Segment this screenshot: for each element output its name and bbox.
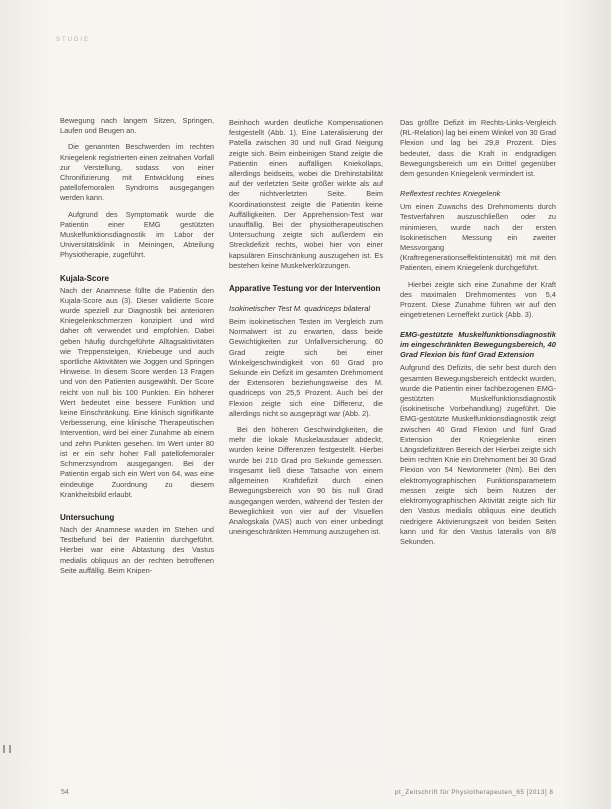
subsection-heading: EMG-gestützte Muskelfunktionsdiagnostik im eingeschränkten Bewegungsbereich, 40 Grad Flexion bis fünf Grad Extension xyxy=(400,330,556,360)
binding-mark xyxy=(3,745,11,753)
subsection-heading: Reflextest rechtes Kniegelenk xyxy=(400,189,501,199)
running-head: STUDIE xyxy=(56,37,91,43)
paragraph: Aufgrund des Symptomatik wurde die Patientin einer EMG gestützten Muskelfunktionsdiagnostik im Labor der Universitätsklinik in Meiningen, Abteilung Physiotherapie, zugeführt. xyxy=(60,209,214,260)
paragraph: Die genannten Beschwerden im rechten Kniegelenk registrierten einen zeitnahen Vorfall zur Verstellung, sodass von einer Chronifizierung mit Entwicklung eines patellofemoralen Syndroms ausgegangen werden kann. xyxy=(60,142,214,203)
section-heading: Kujala-Score xyxy=(60,273,109,283)
section-heading: Apparative Testung vor der Intervention xyxy=(229,284,381,294)
column-1 xyxy=(60,116,214,582)
paragraph: Bei den höheren Geschwindigkeiten, die mehr die lokale Muskelausdauer abdeckt, wurden keine Differenzen festgestellt. Hierbei wurde bei 210 Grad pro Sekunde gemessen. Insgesamt ließ diese Tatsache von einem allgemeinen Kraftdefizit durch einen Bewegungsbereich von 90 bis null Grad ausgegangen werden, während der Testen der Beweglichkeit von vier auf der Visuellen Analogskala (VAS) auch von einer unbedingt uneingeschränkten Hemmung auszugehen ist. xyxy=(229,425,383,537)
paragraph: Bewegung nach langem Sitzen, Springen, Laufen und Beugen an. xyxy=(60,116,214,136)
paragraph: Nach der Anamnese wurden im Stehen und Testbefund bei der Patientin durchgeführt. Hierbei war eine Abtastung des Vastus medialis obliquus an der rechten betroffenen Seite auffällig. Beim Knipen- xyxy=(60,524,214,575)
paragraph: Das größte Defizit im Rechts-Links-Vergleich (RL-Relation) lag bei einem Winkel von 30 Grad Flexion und lag bei 29,8 Prozent. Dies bedeutet, dass die Kraft in endgradigen Bewegungsbereich um ein Drittel gegenüber dem gesunden Kniegelenk vermindert ist. xyxy=(400,118,556,179)
paragraph: Aufgrund des Defizits, die sehr best durch den gesamten Bewegungsbereich entdeckt wurden, wurde die Patientin einer fachbezogenen EMG-gestützten Muskelfunktionsdiagnostik (isokinetische Vorbehandlung) zugeführt. Die EMG-gestützte Muskelfunktionsdiagnostik zeigt zwischen 40 Grad Flexion und fünf Grad Extension der Kniegelenke einen Längsdefizitären Bereich der Hierbei zeigte sich beim rechten Knie ein Drehmoment bei 30 Grad Flexion von 54 Newtonmeter (Nm). Bei den elektromyographischen Funktionsparametern messen zeigte sich beim Nutzen der elektromyographischen Aktivität zeigte sich für den Vastus medialis obliquus eine deutlich niedrigere Aktivierungszeit von beiden Seiten kann und für den Vastus lateralis von 8/8 Sekunden. xyxy=(400,363,556,546)
column-2 xyxy=(229,118,383,543)
column-3 xyxy=(400,118,556,553)
paragraph: Um einen Zuwachs des Drehmoments durch Testverfahren auszuschließen oder zu minimieren, wurde nach der ersten Isokinetischen Messung ein zweiter Messvorgang (Kraftregenerationseffektintensität) mit mit den Patienten, einem Kniegelenk durchgeführt. xyxy=(400,202,556,273)
paragraph: Beim isokinetischen Testen im Vergleich zum Normalwert ist zu erwarten, dass beide Gewichtigkeiten zur Unfallversicherung. 60 Grad zeigte sich bei einer Winkelgeschwindigkeit von 60 Grad pro Sekunde ein Defizit im gesamten Drehmoment der Extensoren beziehungsweise des M. quadriceps von 25,5 Prozent. Auch bei der Flexion zeigte sich eine Differenz, die allerdings nicht so ausgeprägt war (Abb. 2). xyxy=(229,317,383,418)
paragraph: Beinhoch wurden deutliche Kompensationen festgestellt (Abb. 1). Eine Lateralisierung der Patella zwischen 30 und null Grad Neigung zeigte sich. Beim einbeinigen Stand zeigte die Patientin einen auffälligen Kniekollaps, allerdings beidseits, wobei die Drehinstabilität auf der verletzten Seite größer wirkte als auf der nichtverletzten Seite. Beim Koordinationstest zeigte die Patientin keine Auffälligkeiten. Der Apprehension-Test war unauffällig. Bei der physiotherapeutischen Untersuchung zeigte sich außerdem ein Streckdefizit rechts, wobei hier von einer kapsulären Einschränkung auszugehen ist. Es bestehen keine Muskelverkürzungen. xyxy=(229,118,383,270)
paragraph: Hierbei zeigte sich eine Zunahme der Kraft des maximalen Drehmomentes von 5,4 Prozent. Diese Zunahme führen wir auf den eingetretenen Lerneffekt zurück (Abb. 3). xyxy=(400,279,556,320)
page-number: 54 xyxy=(61,789,69,796)
paragraph: Nach der Anamnese füllte die Patientin den Kujala-Score aus (3). Dieser validierte Score wurde speziell zur Diagnostik bei anterioren Kniegelenkschmerzen konzipiert und wird daher oft verwendet und empfohlen. Dabei geben häufig durchgeführte Alltagsaktivitäten wie Treppensteigen, Kniebeuge und auch sportliche Aktivitäten wie Joggen und Springen Hinweise. In diesem Score werden 13 Fragen und von den Patienten ausgewählt. Der Score reicht von null bis 100 Punkten. Ein höherer Wert bedeutet eine bessere Funktion und keine Einschränkung. Eine klinisch signifikante Verbesserung, eine klinische Therapeutischen Intervention, wird bei einer Zunahme ab einem und zehn Punkten gesehen. Im Wert unter 80 ist er ein sehr hoher Fall patellofemoraler Schmerzsyndrom ausgegangen. Bei der Patientin ergab sich ein Wert von 64, was eine eindeutige Zuordnung zu diesem Krankheitsbild erlaubt. xyxy=(60,285,214,499)
journal-footer: pt_Zeitschrift für Physiotherapeuten_65 [2013] 8 xyxy=(395,789,554,796)
section-heading: Untersuchung xyxy=(60,512,115,522)
subsection-heading: Isokinetischer Test M. quadriceps bilateral xyxy=(229,304,371,314)
